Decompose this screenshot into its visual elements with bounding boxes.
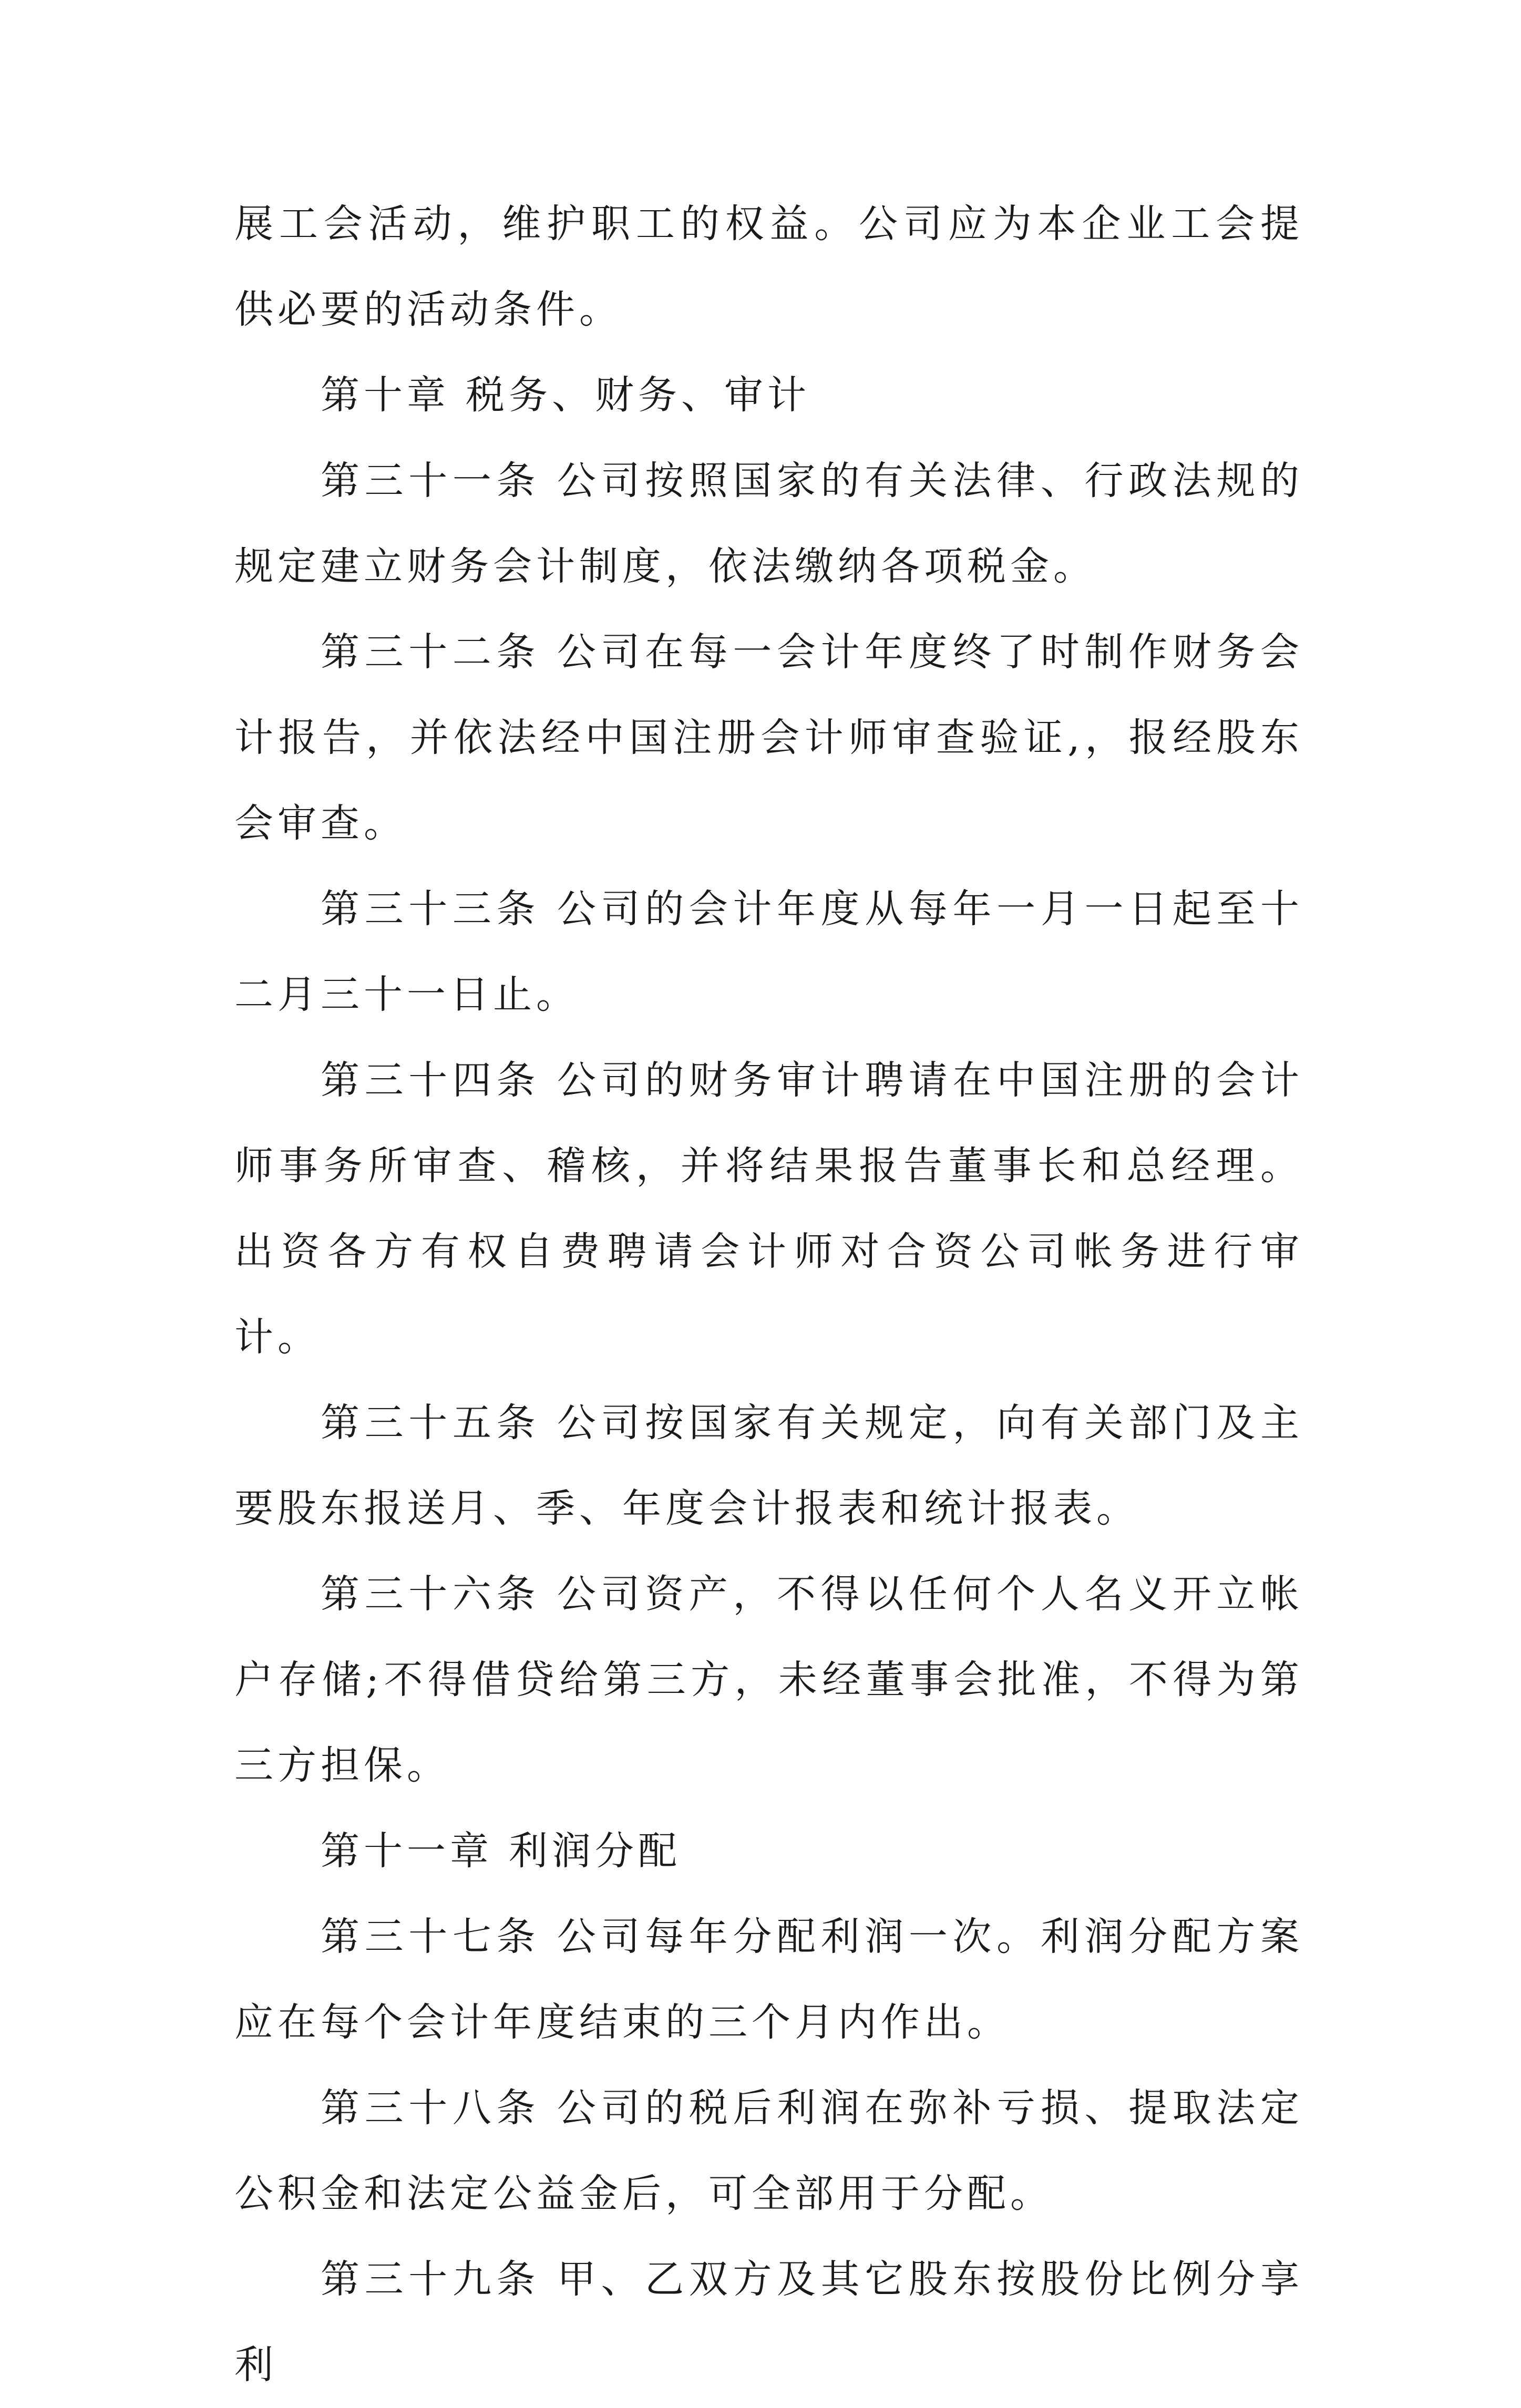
article-number: 第三十五条 (321, 1400, 541, 1445)
article-34 (234, 1038, 1303, 1380)
article-number: 第三十八条 (321, 2085, 541, 2131)
article-39 (234, 2237, 1303, 2408)
article-number: 第三十三条 (321, 886, 541, 932)
article-number: 第三十七条 (321, 1914, 541, 1959)
article-number: 第三十六条 (321, 1572, 541, 1617)
article-text: 甲、乙双方及其它股东按股份比例分享利 (234, 2257, 1304, 2388)
article-text: 公司每年分配利润一次。利润分配方案应在每个会计年度结束的三个月内作出。 (234, 1914, 1304, 2045)
article-35 (234, 1380, 1303, 1552)
article-text: 公司的税后利润在弥补亏损、提取法定公积金和法定公益金后，可全部用于分配。 (234, 2085, 1304, 2216)
article-number: 第三十二条 (321, 629, 541, 675)
article-text: 公司在每一会计年度终了时制作财务会计报告，并依法经中国注册会计师审查验证,，报经股东会审查。 (234, 629, 1304, 846)
article-text: 公司的财务审计聘请在中国注册的会计师事务所审查、稽核，并将结果报告董事长和总经理。出资各方有权自费聘请会计师对合资公司帐务进行审计。 (234, 1058, 1304, 1360)
chapter-heading-10 (234, 353, 1303, 438)
article-text: 公司按照国家的有关法律、行政法规的规定建立财务会计制度，依法缴纳各项税金。 (234, 458, 1304, 589)
article-37 (234, 1894, 1303, 2065)
document-body (234, 181, 1303, 2408)
article-32 (234, 609, 1303, 866)
article-36 (234, 1552, 1303, 1808)
paragraph-continuation (234, 181, 1303, 353)
article-38 (234, 2065, 1303, 2237)
article-33 (234, 866, 1303, 1038)
article-text: 公司的会计年度从每年一月一日起至十二月三十一日止。 (234, 886, 1304, 1017)
paragraph-text: 展工会活动，维护职工的权益。公司应为本企业工会提供必要的活动条件。 (234, 201, 1303, 332)
chapter-number: 第十章 (321, 373, 450, 418)
chapter-title: 利润分配 (509, 1828, 681, 1874)
article-text: 公司资产，不得以任何个人名义开立帐户存储;不得借贷给第三方，未经董事会批准，不得为第三方担保。 (234, 1572, 1304, 1788)
article-number: 第三十四条 (321, 1058, 541, 1103)
chapter-number: 第十一章 (321, 1828, 493, 1874)
article-number: 第三十九条 (321, 2257, 541, 2302)
chapter-heading-11 (234, 1808, 1303, 1894)
chapter-title: 税务、财务、审计 (466, 373, 810, 418)
article-31 (234, 438, 1303, 609)
article-number: 第三十一条 (321, 458, 541, 503)
article-text: 公司按国家有关规定，向有关部门及主要股东报送月、季、年度会计报表和统计报表。 (234, 1400, 1304, 1531)
